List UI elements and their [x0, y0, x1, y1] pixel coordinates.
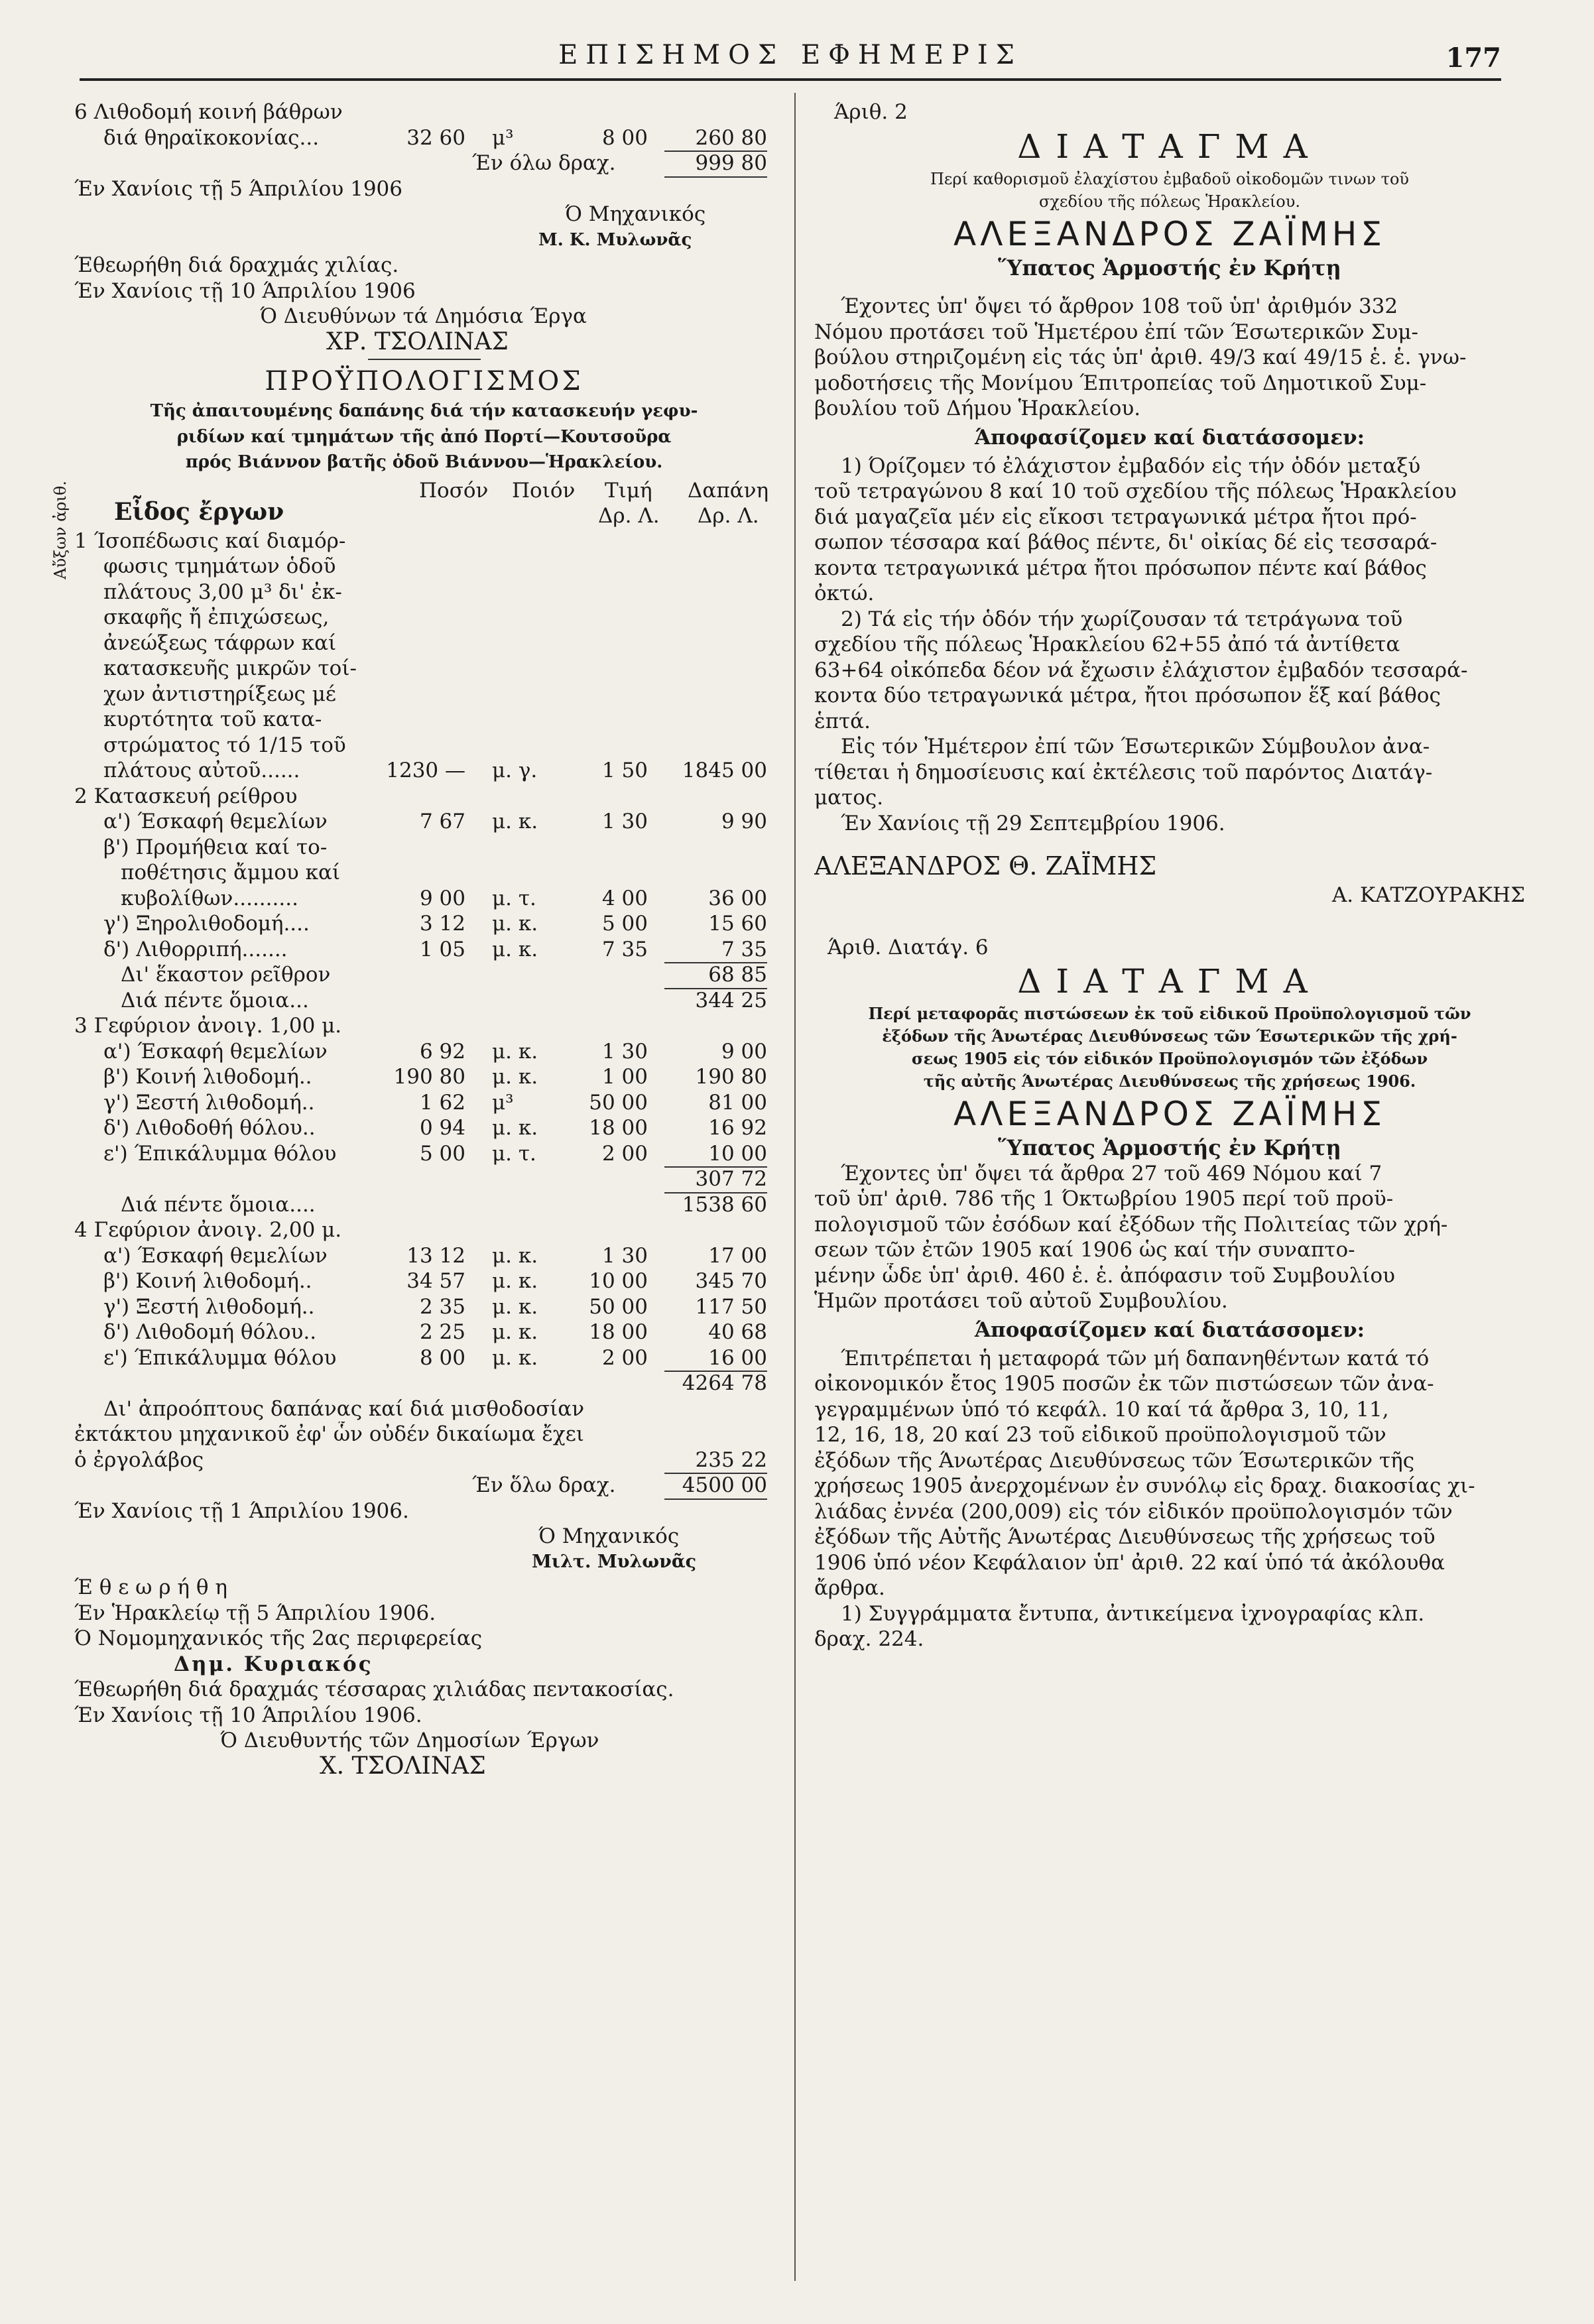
decree1-title: ΔΙΑΤΑΓΜΑ	[1017, 127, 1322, 166]
text-line: βουλίου τοῦ Δήμου Ἡρακλείου.	[814, 397, 1141, 420]
item1-line: χων ἀντιστηρίξεως μέ	[103, 682, 336, 706]
text-line: ἄρθρα.	[814, 1576, 885, 1600]
subtotal-row: 307 72	[74, 1166, 774, 1192]
table-header: Αὔξων ἀριθ. Εἶδος ἔργων Ποσόν Ποιόν Τιμή Δρ. Λ. Δαπάνη Δρ. Λ.	[51, 478, 769, 580]
decree2-about: ἐξόδων τῆς Άνωτέρας Διευθύνσεως τῶν Έσωτερικῶν τῆς χρή-	[882, 1026, 1457, 1046]
approval-line-2: Έθεωρήθη διά δραχμάς τέσσαρας χιλιάδας πεντακοσίας.	[74, 1678, 674, 1701]
text-line: γεγραμμένων ὑπό τό κεφάλ. 10 καί τά ἄρθρα 3, 10, 11,	[814, 1397, 1389, 1422]
item2-head: 2 Κατασκευή ρείθρου	[74, 784, 298, 808]
director-name-2: Χ. ΤΣΟΛΙΝΑΣ	[320, 1753, 486, 1779]
column-divider	[794, 93, 796, 2281]
unforeseen-line: Δι' ἀπροόπτους δαπάνας καί διά μισθοδοσίαν	[103, 1396, 585, 1421]
divider-rule	[368, 359, 481, 360]
budget-subtitle-1: Τῆς ἀπαιτουμένης δαπάνης διά τήν κατασκευήν γεφυ-	[150, 401, 698, 421]
item3-head: 3 Γεφύριον ἀνοιγ. 1,00 μ.	[74, 1014, 342, 1038]
subtotal-row: Διά πέντε ὅμοια... 344 25	[121, 988, 767, 1012]
item1-line: 1 Ίσοπέδωσις καί διαμόρ-	[74, 528, 346, 553]
table-row: δ') Λιθορριπή....... 1 05 μ. κ. 7 35 7 35	[74, 937, 774, 963]
subtotal-row: Διά πέντε ὅμοια.... 1538 60	[121, 1192, 767, 1217]
decree2-about: σεως 1905 εἰς τόν εἰδικόν Προϋπολογισμόν τῶν ἐξόδων	[911, 1049, 1428, 1068]
nomo-name: Δημ. Κυριακός	[174, 1652, 373, 1676]
text-line: Εἰς τόν Ἡμέτερον ἐπί τῶν Έσωτερικῶν Σύμβουλον ἀνα-	[841, 735, 1430, 759]
subtotal-row: 4264 78	[682, 1371, 767, 1395]
table-row: α') Έσκαφή θεμελίων 13 12 μ. κ. 1 30 17 00	[103, 1243, 767, 1268]
text-line: κοντα τετραγωνικά μέτρα ἤτοι πρόσωπον πέντε καί βάθος	[814, 556, 1427, 580]
budget-subtitle-3: πρός Βιάννον βατῆς ὁδοῦ Βιάννου—Ἡρακλείου.	[185, 452, 663, 472]
text-line: οἰκονομικόν ἔτος 1905 ποσῶν ἐκ τῶν πιστώσεων τῶν ἀνα-	[814, 1372, 1434, 1396]
item1-line: στρώματος τό 1/15 τοῦ	[103, 733, 346, 757]
text-line: σεων τῶν ἐτῶν 1905 καί 1906 ὡς καί τήν συναπτο-	[814, 1238, 1355, 1262]
director-title-2: Ό Διευθυντής τῶν Δημοσίων Έργων	[220, 1729, 599, 1752]
decide-heading-1: Άποφασίζομεν καί διατάσσομεν:	[974, 425, 1365, 450]
signature-katzourakis: Α. ΚΑΤΖΟΥΡΑΚΗΣ	[1331, 883, 1525, 907]
decree1-about: σχεδίου τῆς πόλεως Ἡρακλείου.	[1039, 192, 1300, 211]
table-row: πλάτους αὐτοῦ...... 1230 — μ. γ. 1 50 1845 00	[103, 759, 767, 782]
item6-row: διά θηραϊκοκονίας... 32 60 μ³ 8 00 260 80	[74, 125, 774, 151]
table-row: δ') Λιθοδοθή θόλου.. 0 94 μ. κ. 18 00 16 92	[103, 1116, 767, 1140]
high-commissioner-2: Ὕπατος Ἁρμοστής ἐν Κρήτῃ	[998, 1135, 1341, 1160]
text-line: Έπιτρέπεται ἡ μεταφορά τῶν μή δαπανηθέντων κατά τό	[841, 1346, 1430, 1371]
item4-head: 4 Γεφύριον ἀνοιγ. 2,00 μ.	[74, 1218, 342, 1242]
left-column	[51, 99, 774, 1779]
decree1-about: Περί καθορισμοῦ ἐλαχίστου ἐμβαδοῦ οἰκοδομῶν τινων τοῦ	[930, 169, 1409, 188]
text-line: Ἡμῶν προτάσει τοῦ αὐτοῦ Συμβουλίου.	[814, 1289, 1228, 1313]
total-row-1: Έν όλω δραχ. 999 80	[74, 151, 774, 176]
signature-zaimis: ΑΛΕΞΑΝΔΡΟΣ Θ. ΖΑΪΜΗΣ	[814, 851, 1157, 881]
decree2-title: ΔΙΑΤΑΓΜΑ	[1017, 962, 1322, 1001]
grand-total-row: Έν ὅλω δραχ. 4500 00	[74, 1473, 774, 1498]
page-header	[80, 40, 1501, 86]
engineer-title-2: Ό Μηχανικός	[538, 1524, 680, 1548]
zaimis-heading-2: ΑΛΕΞΑΝΔΡΟΣ ΖΑΪΜΗΣ	[953, 1095, 1386, 1133]
engineer-name-2: Μιλτ. Μυλωνᾶς	[532, 1551, 697, 1572]
item1-line: κυρτότητα τοῦ κατα-	[103, 707, 322, 731]
gazette-title: ΕΠΙΣΗΜΟΣ ΕΦΗΜΕΡΙΣ	[558, 40, 1022, 70]
text-line: ἐξόδων τῆς Άνωτέρας Διευθύνσεως τῶν Έσωτερικῶν τῆς	[814, 1448, 1415, 1473]
budget-subtitle-2: ριδίων καί τμημάτων τῆς ἀπό Πορτί—Κουτσοῦρα	[176, 426, 672, 447]
item6-line: 6 Λιθοδομή κοινή βάθρων	[74, 100, 343, 124]
decree2-about: τῆς αὐτῆς Άνωτέρας Διευθύνσεως τῆς χρήσεως 1906.	[923, 1071, 1416, 1091]
text-line: κοντα δύο τετραγωνικά μέτρα, ἤτοι πρόσωπον ἕξ καί βάθος	[814, 684, 1441, 707]
date-line-r1: Έν Χανίοις τῇ 29 Σεπτεμβρίου 1906.	[841, 811, 1225, 835]
page-number: 177	[1445, 42, 1501, 74]
table-row: α') Έσκαφή θεμελίων 6 92 μ. κ. 1 30 9 00	[103, 1039, 767, 1064]
director-title-1: Ό Διευθύνων τά Δημόσια Έργα	[260, 304, 587, 328]
text-line: ἐξόδων τῆς Αὐτῆς Άνωτέρας Διευθύνσεως τῆς χρήσεως τοῦ	[814, 1525, 1436, 1549]
date-line-1: Έν Χανίοις τῇ 5 Άπριλίου 1906	[74, 176, 402, 201]
table-row: β') Προμήθεια καί το-	[103, 835, 328, 859]
decree2-about: Περί μεταφορᾶς πιστώσεων ἐκ τοῦ εἰδικοῦ Προϋπολογισμοῦ τῶν	[868, 1004, 1471, 1023]
text-line: 1) Συγγράμματα ἔντυπα, ἀντικείμενα ἰχνογραφίας κλπ.	[841, 1601, 1425, 1626]
text-line: 2) Τά εἰς τήν ὁδόν τήν χωρίζουσαν τά τετράγωνα τοῦ	[841, 607, 1403, 631]
text-line: 1906 ὑπό νέον Κεφάλαιον ὑπ' ἀριθ. 22 καί ὑπό τά ἀκόλουθα	[814, 1550, 1445, 1575]
date-line-4: Έν Ἡρακλείῳ τῇ 5 Άπριλίου 1906.	[74, 1601, 436, 1625]
text-line: χρήσεως 1905 ἀνερχομένων ἐν συνόλῳ εἰς δραχ. διακοσίας χι-	[814, 1474, 1475, 1498]
item1-line: φωσις τμημάτων ὁδοῦ	[103, 554, 336, 578]
high-commissioner-1: Ὕπατος Ἁρμοστής ἐν Κρήτῃ	[998, 255, 1341, 280]
table-row: δ') Λιθοδομή θόλου.. 2 25 μ. κ. 18 00 40 68	[103, 1320, 767, 1344]
director-name-1: ΧΡ. ΤΣΟΛΙΝΑΣ	[326, 329, 509, 355]
table-row: γ') Ξηρολιθοδομή.... 3 12 μ. κ. 5 00 15 60	[103, 912, 767, 936]
decree1-number: Άριθ. 2	[834, 100, 908, 124]
text-line: Νόμου προτάσει τοῦ Ἡμετέρου ἐπί τῶν Έσωτερικῶν Συμ-	[814, 320, 1418, 344]
subtotal-row: Δι' ἕκαστον ρεῖθρον 68 85	[74, 962, 774, 988]
approval-line-1: Έθεωρήθη διά δραχμάς χιλίας.	[74, 253, 399, 277]
seen-line: Έ θ ε ω ρ ή θ η	[74, 1575, 227, 1599]
text-line: 12, 16, 18, 20 καί 23 τοῦ εἰδικοῦ προϋπολογισμοῦ τῶν	[814, 1423, 1386, 1447]
text-line: πολογισμοῦ τῶν ἐσόδων καί ἐξόδων τῆς Πολιτείας τῶν χρή-	[814, 1212, 1448, 1237]
zaimis-heading-1: ΑΛΕΞΑΝΔΡΟΣ ΖΑΪΜΗΣ	[953, 214, 1386, 253]
unforeseen-row: ὁ ἐργολάβος 235 22	[74, 1447, 774, 1473]
text-line: 63+64 οἰκόπεδα δέον νά ἔχωσιν ἐλάχιστον ἐμβαδόν τεσσαρά-	[814, 658, 1468, 682]
text-line: μένην ὧδε ὑπ' ἀριθ. 460 ἑ. ἑ. ἀπόφασιν τοῦ Συμβουλίου	[814, 1263, 1395, 1288]
header-rule	[80, 78, 1501, 81]
date-line-2: Έν Χανίοις τῇ 10 Άπριλίου 1906	[74, 278, 416, 303]
table-row: ποθέτησις ἄμμου καί	[121, 861, 341, 885]
date-line-5: Έν Χανίοις τῇ 10 Άπριλίου 1906.	[74, 1703, 422, 1727]
text-line: μοδοτήσεις τῆς Μονίμου Έπιτροπείας τοῦ Δημοτικοῦ Συμ-	[814, 371, 1427, 395]
table-row: α') Έσκαφή θεμελίων 7 67 μ. κ. 1 30 9 90	[103, 810, 767, 833]
text-line: λιάδας ἐννέα (200,009) εἰς τόν εἰδικόν προϋπολογισμόν τῶν	[814, 1499, 1453, 1524]
text-line: δραχ. 224.	[814, 1627, 924, 1651]
date-line-3: Έν Χανίοις τῇ 1 Άπριλίου 1906.	[74, 1498, 409, 1523]
text-line: Έχοντες ὑπ' ὄψει τά ἄρθρα 27 τοῦ 469 Νόμου καί 7	[841, 1161, 1382, 1186]
budget-title: ΠΡΟΫΠΟΛΟΓΙΣΜΟΣ	[265, 366, 583, 397]
text-line: ματος.	[814, 786, 884, 810]
text-line: τίθεται ἡ δημοσίευσις καί ἐκτέλεσις τοῦ παρόντος Διατάγ-	[814, 760, 1433, 784]
text-line: τοῦ τετραγώνου 8 καί 10 τοῦ σχεδίου τῆς πόλεως Ἡρακλείου	[814, 479, 1457, 503]
table-row: γ') Ξεστή λιθοδομή.. 1 62 μ³ 50 00 81 00	[103, 1090, 767, 1115]
table-row: γ') Ξεστή λιθοδομή.. 2 35 μ. κ. 50 00 117 50	[103, 1294, 767, 1319]
item1-line: ἀνεώξεως τάφρων καί	[103, 631, 337, 655]
engineer-name-1: Μ. Κ. Μυλωνᾶς	[538, 229, 692, 250]
text-line: τοῦ ὑπ' ἀριθ. 786 τῆς 1 Όκτωβρίου 1905 περί τοῦ προϋ-	[814, 1187, 1394, 1211]
engineer-title-1: Ό Μηχανικός	[565, 202, 706, 226]
decree2-number: Άριθ. Διατάγ. 6	[828, 935, 989, 959]
item1-line: κατασκευῆς μικρῶν τοί-	[103, 656, 357, 680]
text-line: ἑπτά.	[814, 709, 871, 733]
decide-heading-2: Άποφασίζομεν καί διατάσσομεν:	[974, 1317, 1365, 1342]
right-column	[814, 99, 1525, 1652]
item1-line: σκαφῆς ἤ ἐπιχώσεως,	[103, 605, 330, 629]
table-row: κυβολίθων.......... 9 00 μ. τ. 4 00 36 00	[121, 886, 767, 910]
text-line: βούλου στηριζομένη εἰς τάς ὑπ' ἀριθ. 49/3 καί 49/15 ἑ. ἑ. γνω-	[814, 345, 1467, 369]
text-line: Έχοντες ὑπ' ὄψει τό ἄρθρον 108 τοῦ ὑπ' ἀριθμόν 332	[841, 294, 1398, 318]
table-row: ε') Έπικάλυμμα θόλου 8 00 μ. κ. 2 00 16 00	[74, 1345, 774, 1371]
nomo-line: Ό Νομομηχανικός τῆς 2ας περιφερείας	[74, 1626, 483, 1650]
unforeseen-line: ἐκτάκτου μηχανικοῦ ἐφ' ὧν οὐδέν δικαίωμα ἔχει	[74, 1422, 584, 1446]
text-line: σχεδίου τῆς πόλεως Ἡρακλείου 62+55 ἀπό τά ἀντίθετα	[814, 633, 1400, 656]
table-row: ε') Έπικάλυμμα θόλου 5 00 μ. τ. 2 00 10 00	[74, 1141, 774, 1167]
text-line: 1) Όρίζομεν τό ἐλάχιστον ἐμβαδόν εἰς τήν ὁδόν μεταξύ	[841, 454, 1421, 478]
text-line: ὀκτώ.	[814, 581, 875, 605]
text-line: σωπον τέσσαρα καί βάθος πέντε, δι' οἰκίας δέ εἰς τεσσαρά-	[814, 530, 1438, 554]
text-line: διά μαγαζεῖα μέν εἰς εἴκοσι τετραγωνικά μέτρα ἤτοι πρό-	[814, 505, 1417, 529]
table-row: β') Κοινή λιθοδομή.. 34 57 μ. κ. 10 00 345 70	[103, 1269, 767, 1293]
table-row: β') Κοινή λιθοδομή.. 190 80 μ. κ. 1 00 190 80	[103, 1065, 767, 1089]
item1-line: πλάτους 3,00 μ³ δι' ἐκ-	[103, 580, 342, 604]
